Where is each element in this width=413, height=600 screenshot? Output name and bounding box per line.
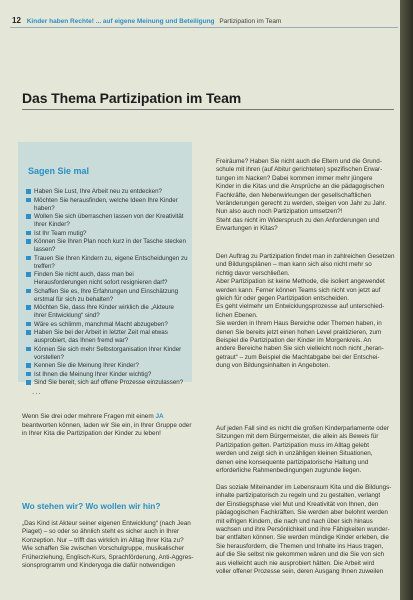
text-line: Nun also auch noch Partizipation umsetzen?!	[216, 208, 343, 216]
answer-text-post: beantworten können, laden wir Sie ein, in Ihrer Gruppe oder in Ihrer Kita die Partizipation der Kinder zu leben!	[22, 421, 192, 437]
question-text: Schaffen Sie es, Ihre Erfahrungen und Einschätzung erstmal für sich zu behalten?	[34, 287, 179, 303]
question-item	[26, 271, 188, 287]
bullet-square-icon	[26, 272, 31, 277]
text-line: Den Auftrag zu Partizipation findet man in zahlreichen Gesetzen	[216, 253, 395, 260]
text-line: schule mit ihren (auf Abitur gerichteten) spezifischen Erwar-	[216, 166, 383, 174]
page-number: 12	[12, 16, 21, 25]
question-text: Ist Ihnen die Meinung Ihrer Kinder wichtig?	[34, 370, 152, 378]
header-section-title: Partizipation im Team	[219, 18, 282, 25]
text-line: Steht das nicht im Widerspruch zu den Anforderungen und	[216, 216, 380, 224]
bullet-square-icon	[26, 305, 31, 310]
text-line: wachsen und ihre Persönlichkeit und ihre Fähigkeiten wunder-	[216, 526, 390, 534]
text-line: Früherziehung, Englisch-Kurs, Sprachförderung, Anti-Aggres-	[22, 553, 194, 561]
answer-paragraph	[22, 413, 194, 439]
book-gutter	[400, 0, 413, 600]
text-line: und Bildungsplänen – man kann sich also nicht mehr so	[216, 261, 372, 269]
text-line: getraut“ – zum Beispiel die Machtabgabe bei der Entschei-	[216, 353, 380, 361]
question-item	[26, 329, 188, 345]
right-paragraph-1	[216, 158, 396, 234]
bullet-square-icon	[26, 380, 31, 385]
question-text: Können Sie Ihren Plan noch kurz in der Tasche stecken lassen?	[34, 238, 186, 253]
text-line: Kinder in die Kitas und die Ansprüche an die pädagogischen	[216, 183, 385, 191]
question-item	[26, 362, 188, 370]
text-line: Partizipation gelten. Partizipation muss im Alltag gelebt	[216, 441, 369, 449]
text-line: Es geht vielmehr um Entwicklungsprozesse auf unterschied-	[216, 303, 385, 311]
answer-text-pre: Wenn Sie drei oder mehrere Fragen mit einem	[22, 413, 156, 420]
question-item	[26, 304, 188, 320]
question-item	[26, 371, 188, 379]
text-line: Konzeption. Nur – trifft das wirklich im Alltag Ihrer Kita zu?	[22, 536, 184, 544]
running-header	[12, 16, 402, 25]
text-line: der Einstiegsphase viel Mut und Kreativität von Ihnen, den	[216, 500, 379, 508]
question-item	[26, 230, 188, 238]
question-text: Haben Sie Lust, Ihre Arbeit neu zu entdecken?	[34, 188, 162, 195]
text-line: Beispiel die Partizipation der Kinder im Morgenkreis. An	[216, 337, 372, 345]
header-rule	[10, 27, 398, 28]
question-item	[26, 188, 188, 196]
bullet-square-icon	[26, 198, 31, 203]
bullet-square-icon	[26, 189, 31, 194]
section-heading: Wo stehen wir? Wo wollen wir hin?	[22, 501, 161, 511]
bullet-square-icon	[26, 372, 31, 377]
text-line: Freiräume? Haben Sie nicht auch die Eltern und die Grund-	[216, 158, 382, 165]
text-line: inhalte partizipatorisch zu regeln und zu gestalten, verlangt	[216, 492, 381, 500]
bullet-square-icon	[26, 256, 31, 261]
text-line: „Das Kind ist Akteur seiner eigenen Entwicklung“ (nach Jean	[22, 520, 191, 527]
bullet-square-icon	[26, 239, 31, 244]
bullet-square-icon	[26, 322, 31, 327]
text-line: auf die Sie selbst nie gekommen wären und die Sie von sich	[216, 551, 385, 559]
text-line: voller offener Prozesse sein, deren Ausgang Ihnen zuweilen	[216, 568, 384, 576]
right-paragraph-3	[216, 425, 396, 475]
question-text: Wäre es schlimm, manchmal Macht abzugeben?	[34, 320, 168, 328]
text-line: dung von Bildungsinhalten in Angeboten.	[216, 362, 331, 370]
ellipsis: ...	[32, 387, 42, 396]
text-line: werden kann. Ferner können Teams sich nicht von jetzt auf	[216, 286, 381, 294]
text-line: andere Bereiche haben Sie sich vielleicht noch nicht „heran-	[216, 345, 384, 353]
text-line: denen Sie bereits jetzt einen hohen Level praktizieren, zum	[216, 328, 382, 336]
question-text: Sind Sie bereit, sich auf offene Prozesse einzulassen?	[34, 379, 184, 386]
question-text: Finden Sie nicht auch, dass man bei Herausforderungen nicht sofort resignieren darf?	[34, 271, 168, 286]
question-item	[26, 321, 188, 329]
text-line: Erwartungen in Kitas?	[216, 225, 278, 233]
question-text: Können Sie sich mehr Selbstorganisation Ihrer Kinder vorstellen?	[34, 345, 182, 361]
text-line: Auf jeden Fall sind es nicht die großen Kinderparlamente oder	[216, 425, 389, 432]
text-line: Sie werden in Ihrem Haus Bereiche oder Themen haben, in	[216, 320, 382, 328]
question-text: Wollen Sie sich überraschen lassen von der Kreativität Ihrer Kinder?	[34, 213, 184, 228]
text-line: bar entfalten können. Sie werden mündige Kinder erleben, die	[216, 534, 389, 542]
text-line: werden und zeigt sich in unzähligen kleinen Situationen,	[216, 450, 373, 458]
text-line: Piaget) – so oder so ähnlich steht es sicher auch in Ihrer	[22, 528, 180, 536]
question-text: Trauen Sie Ihren Kindern zu, eigene Entscheidungen zu treffen?	[34, 254, 188, 270]
question-text: Möchten Sie, dass Ihre Kinder wirklich die „Akteure ihrer Entwicklung“ sind?	[34, 304, 174, 319]
text-line: Veränderungen gerecht zu werden, steigen von Jahr zu Jahr.	[216, 200, 387, 208]
question-box-heading: Sagen Sie mal	[28, 166, 90, 176]
question-item	[26, 288, 188, 304]
article-title: Das Thema Partizipation im Team	[22, 90, 242, 106]
question-item	[26, 255, 188, 271]
text-line: Aber Partizipation ist keine Methode, die isoliert angewendet	[216, 278, 385, 286]
question-item	[26, 238, 188, 254]
question-item	[26, 379, 188, 387]
title-rule	[22, 109, 394, 110]
section-paragraph	[22, 520, 194, 570]
bullet-square-icon	[26, 289, 31, 294]
bullet-square-icon	[26, 347, 31, 352]
bullet-square-icon	[26, 330, 31, 335]
question-item	[26, 346, 188, 362]
text-line: erforderliche Rahmenbedingungen zugrunde liegen.	[216, 467, 362, 475]
question-text: Ist Ihr Team mutig?	[34, 229, 87, 237]
text-line: Sitzungen mit dem Bürgermeister, die allein als Beweis für	[216, 433, 379, 441]
question-text: Kennen Sie die Meinung Ihrer Kinder?	[34, 362, 139, 369]
text-line: aus vielleicht auch nie ausprobiert hätten. Die Arbeit wird	[216, 559, 375, 567]
right-paragraph-4	[216, 484, 396, 576]
bullet-square-icon	[26, 214, 31, 219]
bullet-square-icon	[26, 231, 31, 236]
question-list	[26, 188, 188, 388]
text-line: tungen im Nacken? Dabei kommen immer mehr jüngere	[216, 174, 373, 182]
text-line: Fachkräfte, den Nebenwirkungen der gesellschaftlichen	[216, 191, 372, 199]
text-line: pädagogischen Fachkräften. Sie werden aber belohnt werden	[216, 509, 388, 517]
text-line: mit eifrigen Kindern, die nach und nach über sich hinaus	[216, 517, 373, 525]
text-line: richtig davor verschließen.	[216, 269, 290, 277]
text-line: Wie schaffen Sie zwischen Vorschulgruppe, musikalischer	[22, 545, 184, 553]
text-line: lichen Ebenen.	[216, 311, 258, 319]
text-line: Sie herausfordern, die Themen und Inhalte ins Haus tragen,	[216, 542, 384, 550]
question-text: Möchten Sie herausfinden, welche Ideen Ihre Kinder haben?	[34, 196, 178, 212]
text-line: sionsprogramm und Kinderyoga die dafür notwendigen	[22, 562, 175, 570]
text-line: denen eine konsequente partizipatorische Haltung und	[216, 458, 369, 466]
text-line: Das soziale Miteinander im Lebensraum Kita und die Bildungs-	[216, 484, 392, 491]
right-paragraph-2	[216, 253, 396, 371]
header-series-title: Kinder haben Rechte! ... auf eigene Meinung und Beteiligung	[26, 18, 215, 25]
question-text: Haben Sie bei der Arbeit in letzter Zeit mal etwas ausprobiert, das Ihnen fremd war?	[34, 329, 168, 344]
answer-ja: JA	[155, 413, 164, 420]
question-item	[26, 197, 188, 213]
bullet-square-icon	[26, 363, 31, 368]
text-line: gleich für oder gegen Partizipation entscheiden.	[216, 295, 350, 303]
question-item	[26, 213, 188, 229]
